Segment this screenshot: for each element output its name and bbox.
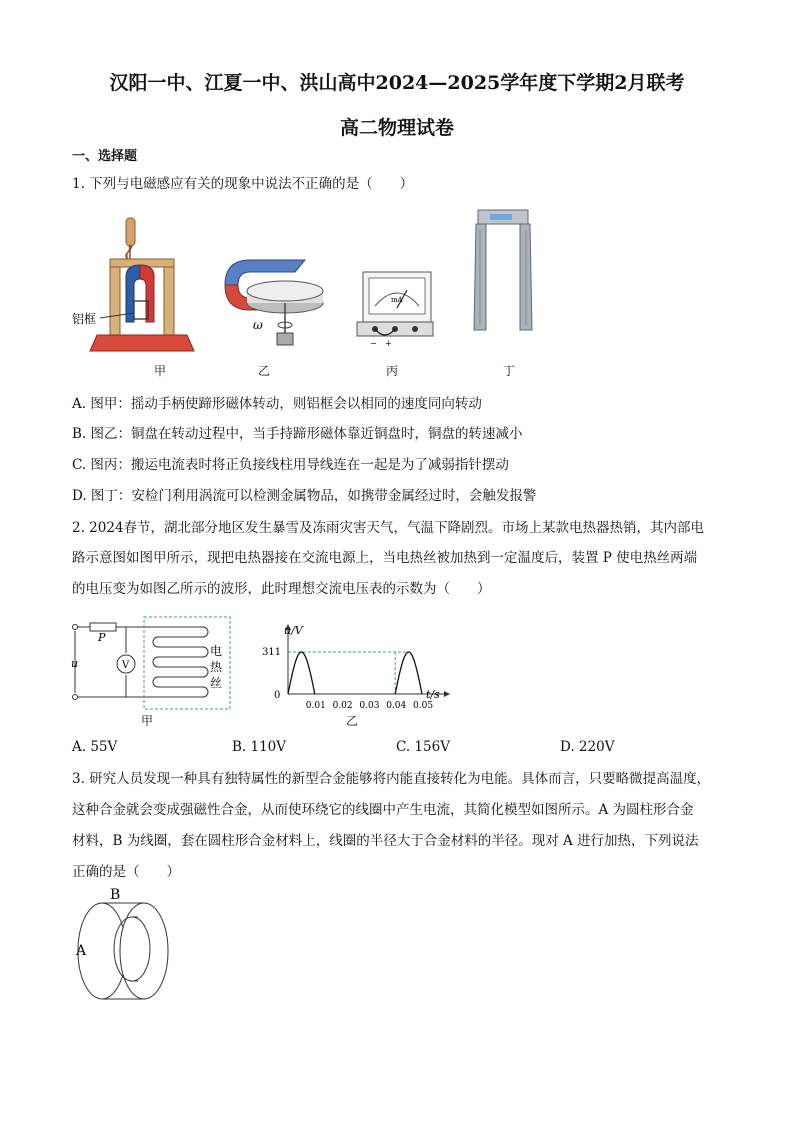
section-heading: 一、选择题 [72, 149, 138, 164]
plus-label: + [385, 339, 392, 348]
omega-label: ω [253, 318, 263, 332]
heater-label-1: 电 [210, 644, 223, 658]
device-p [90, 623, 116, 631]
heating-wire-icon [148, 627, 208, 697]
aluminum-frame-label: 铝框 [72, 312, 97, 326]
q3-figure [72, 885, 182, 1010]
coil-b-icon [120, 903, 168, 999]
caption-waveform: 乙 [345, 714, 358, 728]
q3-line-2: 这种合金就会变成强磁性合金，从而使环绕它的线圈中产生电流，其简化模型如图所示。A 为圆柱形合金 [72, 802, 694, 818]
minus-label: − [370, 339, 377, 348]
q2-option-b: B. 110V [232, 739, 287, 755]
heater-label-3: 丝 [210, 676, 223, 690]
x-tick-label: 0.04 [386, 701, 407, 711]
label-a: A [76, 943, 87, 959]
q2-circuit-figure [68, 615, 238, 715]
base-board [90, 335, 194, 351]
q1-figure-ding [470, 205, 540, 335]
q2-line-3: 的电压变为如图乙所示的波形，此时理想交流电压表的示数为（ ） [72, 581, 491, 597]
u-label: u [71, 657, 79, 670]
x-tick-label: 0.01 [305, 701, 326, 711]
half-sine-segment [288, 652, 315, 694]
x-axis-label: t/s [426, 688, 440, 701]
q1-option-b: B. 图乙：铜盘在转动过程中，当手持蹄形磁体靠近铜盘时，铜盘的转速减小 [72, 426, 523, 442]
q1-option-d: D. 图丁：安检门利用涡流可以检测金属物品，如携带金属经过时，会触发报警 [72, 488, 537, 504]
exam-title: 汉阳一中、江夏一中、洪山高中2024—2025学年度下学期2月联考 [109, 72, 685, 94]
q2-waveform-chart [262, 622, 452, 712]
q2-line-2: 路示意图如图甲所示，现把电热器接在交流电源上，当电热丝被加热到一定温度后，装置 P 使电热丝两端 [72, 550, 698, 566]
x-tick-label: 0.02 [332, 701, 353, 711]
q3-line-3: 材料，B 为线圈，套在圆柱形合金材料上，线圈的半径大于合金材料的半径。现对 A 进行加热，下列说法 [72, 833, 699, 849]
q3-line-4: 正确的是（ ） [72, 864, 180, 880]
q1-figure-bing [355, 270, 435, 348]
heater-label-2: 热 [210, 660, 223, 674]
ma-label: mA [391, 296, 403, 304]
half-sine-segment [395, 652, 422, 694]
copper-disk-icon [247, 281, 323, 301]
p-label: P [98, 631, 106, 644]
q1-figure-yi [215, 255, 330, 350]
peak-label: 311 [262, 647, 282, 658]
q3-line-1: 3. 研究人员发现一种具有独特属性的新型合金能够将内能直接转化为电能。具体而言，只要略微提高温度， [72, 771, 711, 787]
exam-subtitle: 高二物理试卷 [339, 117, 454, 139]
caption-yi: 乙 [257, 364, 270, 378]
y-axis-label: u/V [284, 624, 303, 637]
q2-option-d: D. 220V [560, 739, 615, 755]
q2-option-a: A. 55V [72, 739, 118, 755]
voltmeter-label: V [122, 660, 130, 671]
label-b: B [110, 887, 121, 903]
q1-option-a: A. 图甲：摇动手柄使蹄形磁体转动，则铝框会以相同的速度同向转动 [72, 396, 482, 412]
caption-circuit: 甲 [140, 714, 153, 728]
q2-line-1: 2. 2024春节，湖北部分地区发生暴雪及冻雨灾害天气，气温下降剧烈。市场上某款电热器热销，其内部电 [72, 520, 705, 536]
q1-figure-jia [72, 215, 202, 360]
x-tick-label: 0.05 [413, 701, 434, 711]
q1-option-c: C. 图丙：搬运电流表时将正负接线柱用导线连在一起是为了减弱指针摆动 [72, 457, 509, 473]
origin-label: 0 [274, 690, 281, 701]
q1-stem: 1. 下列与电磁感应有关的现象中说法不正确的是（ ） [72, 176, 414, 192]
caption-ding: 丁 [502, 364, 515, 378]
x-tick-label: 0.03 [359, 701, 380, 711]
caption-bing: 丙 [385, 364, 398, 378]
caption-jia: 甲 [153, 364, 166, 378]
q2-option-c: C. 156V [396, 739, 450, 755]
